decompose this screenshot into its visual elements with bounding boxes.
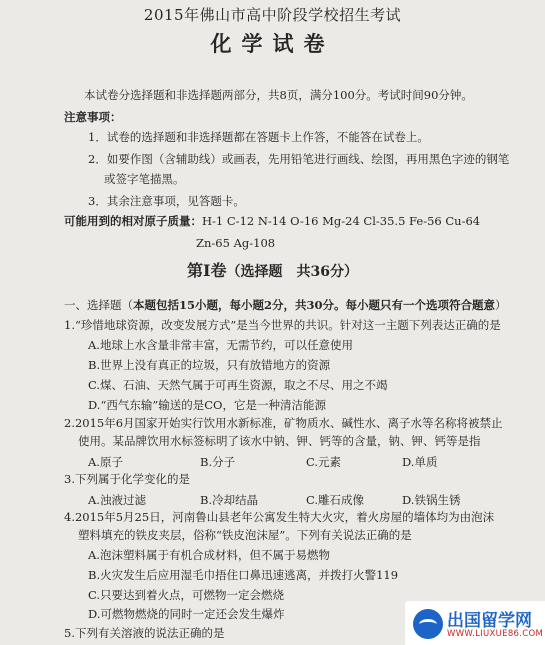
q1-option-b: B.世界上没有真正的垃圾，只有放错地方的资源 — [88, 358, 331, 372]
watermark-logo-icon — [413, 609, 443, 639]
q5-stem: 5.下列有关溶液的说法正确的是 — [64, 626, 225, 640]
part-heading-bold: 本题包括15小题，每小题2分，共30分。每小题只有一个选项符合题意 — [133, 298, 496, 312]
note-item-3: 3．其余注意事项，见答题卡。 — [88, 194, 245, 208]
atomic-mass-values-2: Zn-65 Ag-108 — [196, 236, 276, 250]
part-heading-prefix: 一、选择题（ — [64, 298, 133, 312]
q4-stem-2: 塑料填充的铁皮夹层，俗称“铁皮泡沫屋”。下列有关说法正确的是 — [78, 528, 412, 542]
q3-stem: 3.下列属于化学变化的是 — [64, 472, 190, 486]
q3-option-d: D.铁锅生锈 — [402, 493, 461, 507]
q2-option-b: B.分子 — [200, 455, 236, 469]
q3-option-a: A.浊液过滤 — [88, 493, 146, 507]
notes-heading: 注意事项： — [64, 110, 122, 124]
q4-option-d: D.可燃物燃烧的同时一定还会发生爆炸 — [88, 607, 285, 621]
section-desc: （选择题 共36分） — [226, 264, 358, 280]
q4-stem-1: 4.2015年5月25日，河南鲁山县老年公寓发生特大火灾，着火房屋的墙体均为由泡沫 — [64, 510, 495, 524]
atomic-mass-line-1 — [64, 214, 480, 228]
atomic-mass-values-1: H-1 C-12 N-14 O-16 Mg-24 Cl-35.5 Fe-56 Cu-64 — [202, 214, 481, 228]
q2-option-a: A.原子 — [88, 455, 123, 469]
q1-stem: 1.“珍惜地球资源，改变发展方式”是当今世界的共识。针对这一主题下列表达正确的是 — [64, 318, 501, 332]
exam-subtitle: 化学试卷 — [210, 31, 335, 56]
q1-option-c: C.煤、石油、天然气属于可再生资源，取之不尽、用之不竭 — [88, 378, 388, 392]
q4-option-a: A.泡沫塑料属于有机合成材料，但不属于易燃物 — [88, 548, 330, 562]
note-item-2: 2．如要作图（含辅助线）或画表，先用铅笔进行画线、绘图，再用黑色字迹的钢笔 — [88, 152, 510, 166]
section-roman: 第Ⅰ卷 — [187, 261, 227, 280]
q4-option-b: B.火灾发生后应用湿毛巾捂住口鼻迅速逃离，并拨打火警119 — [88, 568, 399, 582]
atomic-mass-label: 可能用到的相对原子质量： — [64, 214, 202, 228]
section-title — [0, 261, 545, 280]
q3-option-b: B.冷却结晶 — [200, 493, 259, 507]
intro-text: 本试卷分选择题和非选择题两部分，共8页，满分100分。考试时间90分钟。 — [84, 88, 473, 102]
q2-option-c: C.元素 — [306, 455, 342, 469]
watermark-site-name: 出国留学网 — [447, 611, 532, 631]
q3-option-c: C.雕石成像 — [306, 493, 365, 507]
watermark-url: WWW.LIUXUE86.COM — [447, 629, 544, 639]
exam-title: 2015年佛山市高中阶段学校招生考试 — [143, 6, 402, 24]
q1-option-a: A.地球上水含量非常丰富，无需节约，可以任意使用 — [88, 338, 353, 352]
q2-stem-1: 2.2015年6月国家开始实行饮用水新标准，矿物质水、碱性水、离子水等名称将被禁止 — [64, 416, 503, 430]
q1-option-d: D.“西气东输”输送的是CO，它是一种清洁能源 — [88, 398, 326, 412]
watermark — [405, 601, 545, 645]
q2-option-d: D.单质 — [402, 455, 438, 469]
note-item-1: 1．试卷的选择题和非选择题都在答题卡上作答，不能答在试卷上。 — [88, 130, 429, 144]
q2-stem-2: 使用。某品牌饮用水标签标明了该水中钠、钾、钙等的含量，钠、钾、钙等是指 — [78, 434, 481, 448]
part-heading-suffix: ） — [495, 298, 507, 312]
q4-option-c: C.只要达到着火点，可燃物一定会燃烧 — [88, 588, 285, 602]
note-item-2-cont: 或签字笔描黑。 — [104, 172, 185, 186]
part-heading — [64, 298, 507, 312]
